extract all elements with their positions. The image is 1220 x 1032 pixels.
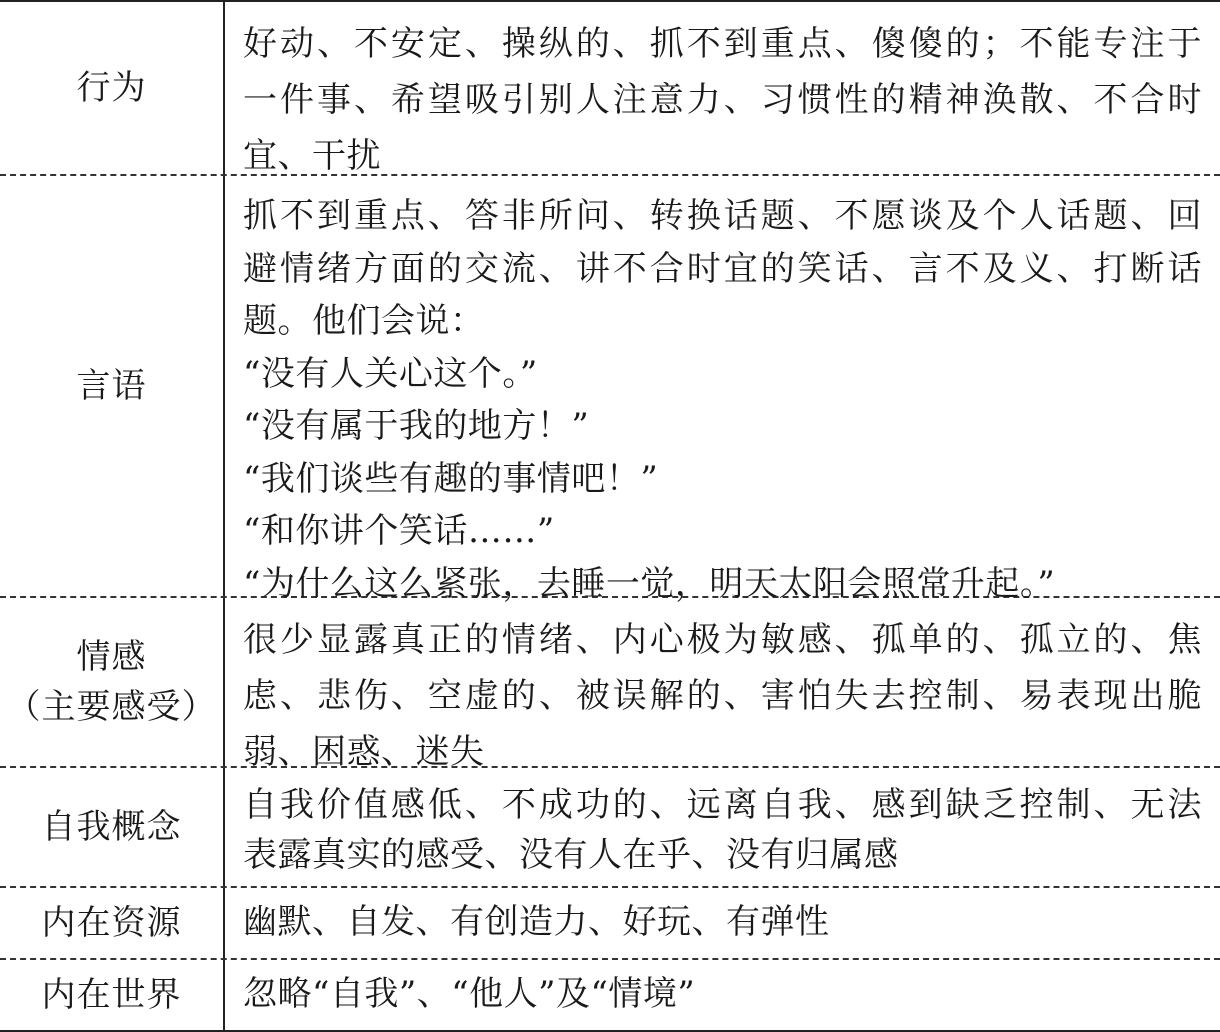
row-label-inner-resources [0,888,225,958]
table-row-behavior [0,2,1220,176]
content-line: “我们谈些有趣的事情吧！” [243,458,659,499]
content-line: “没有属于我的地方！” [243,406,590,446]
row-label-text: 情感 [76,637,147,677]
content-line: 一件事、希望吸引别人注意力、习惯性的精神涣散、不合时 [243,80,1202,120]
row-label-behavior [0,2,225,174]
row-label-text: 内在世界 [41,975,182,1015]
row-label-speech [0,176,225,596]
row-label-text: 言语 [76,366,147,406]
content-line: 好动、不安定、操纵的、抓不到重点、傻傻的；不能专注于 [243,24,1202,64]
content-line: 避情绪方面的交流、讲不合时宜的笑话、言不及义、打断话 [243,248,1202,289]
content-line: 表露真实的感受、没有人在乎、没有归属感 [243,835,899,875]
content-line: 弱、困惑、迷失 [243,732,485,772]
row-label-text: 行为 [76,68,147,108]
table-row-inner-world [0,960,1220,1030]
content-line: 虑、悲伤、空虚的、被误解的、害怕失去控制、易表现出脆 [243,676,1202,716]
content-line: 很少显露真正的情绪、内心极为敏感、孤单的、孤立的、焦 [243,620,1202,660]
row-content-emotion [225,598,1220,772]
content-line: 宜、干扰 [243,136,381,176]
row-content-speech [225,176,1220,604]
row-content-self-concept [225,768,1220,886]
content-line: “为什么这么紧张，去睡一觉，明天太阳会照常升起。” [243,563,1056,604]
row-label-emotion [0,598,225,766]
content-line: “没有人关心这个。” [243,353,538,394]
table-row-emotion [0,598,1220,772]
row-content-inner-world [225,960,1220,1030]
content-line: 自我价值感低、不成功的、远离自我、感到缺乏控制、无法 [243,785,1202,825]
row-label-inner-world [0,960,225,1030]
row-label-text: 自我概念 [41,807,182,847]
table-row-speech [0,176,1220,604]
content-line: “和你讲个笑话……” [243,511,555,551]
row-label-self-concept [0,768,225,886]
table-row-inner-resources [0,888,1220,960]
content-line: 抓不到重点、答非所问、转换话题、不愿谈及个人话题、回 [243,196,1202,236]
table-row-self-concept [0,768,1220,888]
content-line: 忽略“自我”、“他人”及“情境” [243,974,696,1014]
row-label-subtext: （主要感受） [6,687,217,727]
row-label-text: 内在资源 [41,903,182,943]
row-content-behavior [225,2,1220,174]
content-line: 题。他们会说： [243,301,485,341]
content-line: 幽默、自发、有创造力、好玩、有弹性 [243,902,830,942]
row-content-inner-resources [225,888,1220,958]
